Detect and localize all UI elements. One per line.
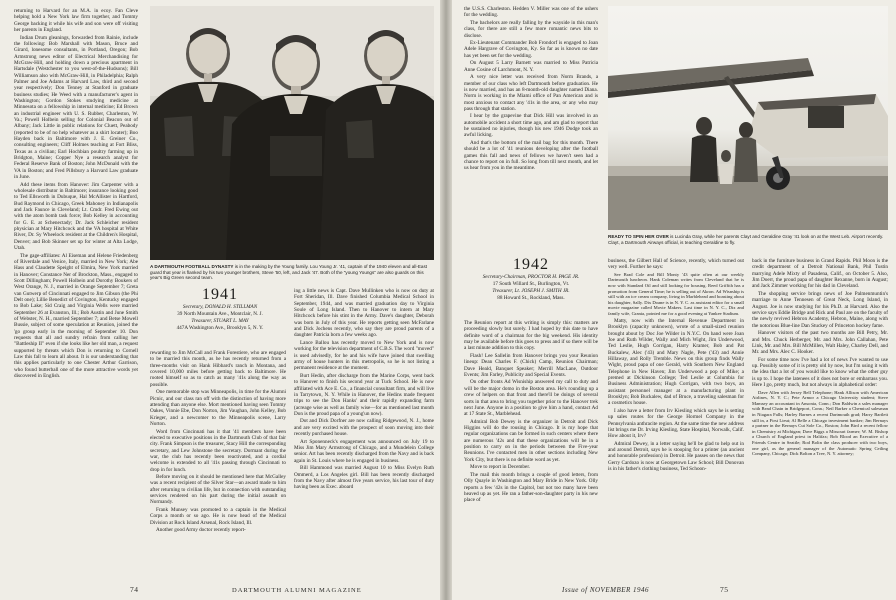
paragraph: I also have a letter from Irv Kiesling which says he is setting up sales routes for the George Hormel Company in the Pennsylvania anthracite region. At the same time the new address list brings me Dr. Irving Kiesling, State Hospital, Norwalk, Calif. How about it, Irv?	[608, 407, 744, 440]
paragraph: Word from Cincinnati has it that '41 members have been elected to executive positions in the Dartmouth Club of that fair city. Frank Simpson is the treasurer, Stacy Hill the corresponding secretary, and Lew Johnstone the secretary. Dormant during the war, the club has recently been reactivated, and a cordial welcome is extended to all '41s passing through Cincinnati to drop in for lunch.	[150, 428, 286, 473]
caption-lead: READY TO SPIN HER OVER	[608, 234, 669, 239]
paragraph: Lance Ballou has recently moved to New York and is now working for the television department of C.B.S. The word "moved" is used advisedly, for he and his wife have joined that swelling army of house hunters in this metropolis, so he is not listing a permanent residence at the moment.	[294, 339, 434, 372]
paragraph: A very nice letter was received from Norm Brands, a member of our class who left Dartmouth before graduation. He is now married, and has an 8-month-old daughter named Diana. Norm is working in the Miami office of Pan American and is most anxious to contact any '41s in the area, or any who may pass through that station.	[464, 74, 598, 112]
caption-lead: A DARTMOUTH FOOTBALL DYNASTY	[150, 264, 234, 269]
paragraph: business, the Gilbert Hall of Science, recently, which turned out very well. Further he says:	[608, 258, 744, 271]
right-page	[452, 0, 896, 600]
news-list: Dave Allen with Jersey Bell Telephone; Hank Allison with American Airlines, N. Y. C.; Pete Armor a Chicago University student; Steve Mamsey an accountant in Ansonia, Conn.; Don Baldwin a sales manager with Bead Chain in Bridgeport, Conn.; Neil Barker a Chemical salesman in Niagara Falls; Harley Barnes a recent Dartmouth grad; Harry Bartlett still in, a First Lieut; Al Belle a Chicago investment banker; Jim Bernays a partner in the Bernays Cut Sole Co., Boston; John Bird a recent fellow in Chemistry at Michigan; Dave Biggs a Missouri farmer; W. M. Bishop a Church of England priest in Halifax; Bob Blood an Executive of a Friends Centre in Seattle; Rod Bolin the class producer with two boys, one girl, as the general manager of the Automatic Spring Ceiling Company, Chicago; Dick Bolton a Tree, N. Y. attorney;	[752, 389, 888, 457]
paragraph: Admiral Dewey, in a letter saying he'll be glad to help out in and around Detroit, says he is stooping for a printer (an ancient and honorable profession) in Detroit. He passes on the news that Gerry Cardozo is now at Georgetown Law School; Bill Donovan is in his father's clothing business, Ted Schoon-	[608, 440, 744, 473]
paragraph: The shopping service brings news of Joe Palmenmuntin's marriage to Anne Tennesen of Great Neck, Long Island, in August. Joe is now studying for his Ph.D. at Harvard. Also the service says Eddie Bridge and Rick and Paul are on the faculty of the newly revived Hebron Academy, Hebron, Maine, along with the notorious Blue-line Dan Stuckey of Princeton hockey fame.	[752, 290, 888, 329]
right-column-1-lower	[464, 320, 598, 578]
paragraph: Flash! Lee Sallelin from Hanover brings you your Reunion lineup: Dean Charles F. (Chick) Camp, Reunion Chairman; Dave Heald, Banquet Speaker; Merrill MacLane, Outdoor Events; Jim Farley, Publicity and Special Events.	[464, 352, 598, 378]
class-1942-heading	[464, 256, 598, 302]
treasurer-address: 88 Howard St., Rockland, Mass.	[497, 295, 565, 301]
secretary-address: 17 South Willard St., Burlington, Vt.	[492, 281, 570, 287]
page-gutter	[440, 0, 452, 600]
left-column-2	[150, 350, 286, 578]
paragraph: I hear by the grapevine that Dick Hill was involved in an automobile accident a short time ago, and am glad to report that he sustained no injuries, though his new 1946 Dodge took an awful licking.	[464, 113, 598, 139]
caption-text: is in the making by the Young family. Lou Young Jr. '41, captain of the 1940 eleven and all-East guard that year is flanked by his two younger brothers, Steve '50, left, and Jack '47. Both of the "young Youngs" are also guards on this year's Big Green second team.	[150, 264, 428, 281]
paragraph: the U.S.S. Charleston. Hedden V. Miller was one of the ushers for the wedding.	[464, 6, 598, 19]
treasurer-line: Treasurer, Lt. JOSEPH J. SMITH JR.	[492, 288, 570, 294]
paragraph: Before moving on it should be mentioned here that McGalley was a recent recipient of the Silver Star—an award made to him after returning to civilian life, but in connection with outstanding services rendered on his part during the initial assault on Normandy.	[150, 474, 286, 506]
left-page	[0, 0, 440, 600]
paragraph: returning to Harvard for an M.A. in ecoy. Fan Cleve helping hold a New York law firm together, and Tommy George backing it while his wife and son were off visiting her parents in England.	[14, 8, 138, 34]
airplane-illustration	[608, 6, 888, 230]
secretary-line: Secretary-Chairman, PROCTOR H. PAGE JR.	[482, 274, 580, 280]
paragraph: rewarding to Jim McCall and Frank Forestiere, who are engaged to be married this month, as he has recently returned from a three-months visit on Hank Hibbard's ranch in Montana, and covered 10,000 miles before getting back to Baltimore. He rooted himself so as to catch as many '41s along the way as possible.	[150, 350, 286, 388]
paragraph: Frank Munsey was promoted to a captain in the Medical Corps a month or so ago. He is now head of the Medical Division at Rock Island Arsenal, Rock Island, Ill.	[150, 507, 286, 526]
quoted-letter: See Brad Cole and Bill Monty '43 quite often at our weekly Dartmouth luncheon. Hank Coleman writes from Cleveland that he is now with Standard Oil and still looking for housing. Reed Griffith has a promotion from General Time; he is selling out of Akron. Ad Wisnship is still with an ice cream company, living in Marblehead and boasting about his daughter, Sally. Dix Doane is in N. Y. C. as assistant editor for a small movie magazine called Movie Makers. Last time in N. Y. C., Dix and family wife, Grania, pointed me for a good evening at Yankee Stadium.	[608, 271, 744, 317]
three-players-illustration	[150, 6, 434, 260]
football-brothers-photo	[150, 6, 434, 260]
paragraph: Admiral Bob Dewey is the organizer in Detroit and Dick Higgins will do the rousing in Chicago. It is my hope that regular organizations can be formed in such centers where there are numerous '42s and that these organizations will be in a position to carry on in the periods between the Five-year Reunions. I've contacted men in other sections including New York City, but there is no definite word as yet.	[464, 418, 598, 463]
secretary-line: Secretary, DONALD H. STILLMAN	[182, 304, 258, 310]
airplane-photo	[608, 6, 888, 230]
paragraph: Indian Drum gleanings, forwarded from Rainie, include the following: Bob Marshall with Mason, Bruce and Girard, lonesome consultants, in Portland, Oregon; Bob Armstrong news editor of Electrical Merchandising for McGraw-Hill, and holding down a precious apartment in Hartsdale (Westchester to you west-of-the-Hudsons); Bill Williamson also with McGraw-Hill, in Philadelphia; Ralph Palmer and Joe Adams at Harvard Law, third and second year respectively; Don Tenney at Stanford in graduate business studies; He Weed with a manufacturer's agent in Washington; Gordon Stokes studying medicine at Minnesota on a fellowship in internal medicine; Ed Brown an industrial engineer with U. S. Rubber, Charleston, W. Va.; Powell Holbein selling for Colonial Beacon out of Albany; Jack Little in public relations for Cluett, Peabody (reported to be of no help whatever as a shirt locater); Boo Hayden back in Baltimore with J. E. Greiner Co., consulting engineers; Cliff Holmes teaching at Fort Bliss, Texas as a civilian; Earl Hochbian poultry farming up in Bridgton, Maine; Copper Nye a research analyst for Federal Reserve Bank of Boston; John McDonald with the VA in Boston; and Fred Pillsbury a Harvard Law graduate in June.	[14, 34, 138, 181]
paragraph: Hanover visitors of the past two months are Bill Petry, Mr. and Mrs. Chuck Herberger, Mr. and Mrs. John Callahan, Pete Link, Mr. and Mrs. Bill McMillen, Walt Haley, Charley Dell, and Mr. and Mrs. Alec C. Hooker.	[752, 330, 888, 356]
paragraph: On August 5 Larry Barnett was married to Miss Patricia Anne Cosine of Larchmont, N. Y.	[464, 60, 598, 73]
paragraph: ing a little news is Capt. Dave Mullinken who is now on duty at Fort Sheridan, Ill. Dave finished Columbia Medical School in September, 1944, and was married graduation day to Virginia Soule of Long Island. Then to Hanover to intern at Mary Hitchcock before his stint in the Army. Dave's daughter, Deborah was born in July of this year. He reports getting seen McFarlane and Dick Jochens recently, who say they are proud parents of a daughter Patricia born a few weeks ago.	[294, 288, 434, 339]
football-photo-caption	[150, 264, 434, 281]
issue-date: Issue of NOVEMBER 1946	[562, 586, 650, 594]
airplane-photo-caption	[608, 234, 888, 245]
paragraph: One memorable stop was Minneapolis, in time for the Alumni Picnic, and our class ran off with the distinction of having more attending than anyone else. Mort mentioned having seen Tommy Oakes, Vinnie Ebe, Don Norton, Jim Vaughan, John Kelley, Bob Krieger, and a newcomer to the Minneapolis scene, Larry Norton.	[150, 389, 286, 427]
paragraph: On other fronts Ad Wisniship answered my call to duty and will be the major domo in the Boston area. He's rounding up a crew of helpers on that front and there'll be doings of several sorts in that area to bring you together prior to the Hanover trek next June. Anyone in a position to give him a hand, contact Ad at 17 State St., Marblehead.	[464, 379, 598, 418]
paragraph: Burt Hedin, after discharge from the Marine Corps, went back to Hanover to finish his second year at Tuck School. He is now affiliated with Ace E. Co., a financial consultant firm, and will live in Tarrytown, N. Y. While in Hanover, the Hedins made frequent trips to see the Don Hanks' and their rapidly expanding farm (acreage wise as well as family wise—for as mentioned last month Don is the proud papa of a young'un now).	[294, 372, 434, 417]
right-column-2	[608, 258, 744, 578]
paragraph: For some time now I've had a lot of news I've wanted to use up. Possibly some of it is pretty old by now, but I'm using it with the idea that a lot of you would like to know what the other guy is up to. I hope the latenees of it does not bore or embarrass you. Here I go, pretty much, but not always in alphabetical order:	[752, 356, 888, 389]
paragraph: Ex-Lieutenant Commander Bob Frondorf is engaged to Joan Adele Hargrave of Covington, Ky. So far as is known no date has yet been set for the wedding.	[464, 40, 598, 59]
paragraph: The gage-affiliates: Al Eiseman and Helene Friedenberg of Riverdale and Venice, Italy, married in New York; Abe Hass and Claudette Speight of Elmira, New York married in Hanover; Constance Ner of Brockton, Mass., engaged to Scott Dillingham; Powell Holbein and Dorothy Boukers of West Orange, N. J., married in Orange September 7; Greta van Gutwerp of Cincinnati engaged to Jim Gibson (the Phi Delt one); Lillie Benedict of Covington, Kentucky engaged to Bob Lake; Sid Craig and Virginia Wells were married September 26 at Evanston, Ill.; Bob Austin and June Smith of Webster, N. H., married September 7; and Betse Mowell Bussie, subject of some speculation at Reunion, joined the 'go group early in the morning of September 10. Don requests that all and sundry refrain from calling her "Battleship II" even if she looks like her old man, a request supported by threats which Don is returning to Cornell Law this fall to learn all about. It is our understanding that this applies particularly to one Chester Arthur Garrison, who found butterball one of the more attractive words yet discovered in English.	[14, 252, 138, 380]
page-number-right: 75	[720, 585, 729, 594]
paragraph: Move to report in December.	[470, 464, 531, 471]
right-column-3	[752, 258, 888, 578]
paragraph: Another good Army doctor recently report-	[156, 527, 246, 534]
treasurer-address: 447A Washington Ave., Brooklyn 5, N. Y.	[176, 325, 264, 331]
class-1941-heading	[150, 286, 290, 332]
class-year: 1941	[202, 286, 238, 303]
secretary-address: 39 North Mountain Ave., Montclair, N. J.	[177, 311, 263, 317]
class-year: 1942	[513, 256, 549, 273]
paragraph: back in the furniture business in Grand Rapids. Phil Moon is the credit department of a Detroit National Bank, Phil Tustin marrying Adele Mixty of Pasadena, Calif., on October 5. Also, Jim Doerr, the proud papa of daughter Rexanne, born in August; and Jack Zimmer working for his dad in Cleveland.	[752, 258, 888, 290]
paragraph: Add these items from Hanover: Jim Carpenter with a wholesale distributor in Baltimore; insurance looking good to Ted Ellsworth in Dubuque, Hal McAllister in Hartford, Bud Raymond in Chicago, Greek Mahoney in Indianapolis and Jack Faunce in Cleveland; Lt. Cmdr. Fred Ewing out with the atom bomb task force; Bob Kelley in accounting for G. E. at Schenectady; Dr. Jack Schleicher resident physician at Mary Hitchcock and the VA hospital at White River, Dr. Sy Wheelock resident at the Children's Hospital, Denver; and Bob Skinner set up for winter at Alta Lodge, Utah.	[14, 181, 138, 252]
paragraph: The mail this month brings a couple of good letters, from Olly Quayle in Washington and Mary Bride in New York. Olly reports a few '42s in the Capitol, but not too many have been heaved up as yet. He ran a father-son-daughter party in his new place of	[464, 471, 598, 504]
caption-text: is Lucinda Gray, while her parents Clayt and Geraldine Gray '41 look on at the West Leb. Airport recently. Clayt, a Dartmouth Airways official, is teaching Geraldine to fly.	[608, 234, 884, 245]
paragraph: The Reunion report at this writing is simply this: matters are proceeding slowly but surely. I had hoped by this date to have definite word of a chairman for the big weekend. His identity may be available before this goes to press and if so there will be a last minute addition to this copy.	[464, 320, 598, 352]
paragraph: The bachelors are really falling by the wayside in this man's class, for there are still a few more romantic news bits to disclose.	[464, 19, 598, 39]
magazine-name: DARTMOUTH ALUMNI MAGAZINE	[232, 587, 362, 594]
paragraph: Art Sponenneck's engagement was announced on July 19 to Miss Jim Mary Armstrong of Chicago, and a Mundelein College senior. Art has been recently discharged from the Navy and is back again in St. Louis where he is engaged in business.	[294, 438, 434, 464]
right-column-1-upper	[464, 6, 598, 222]
left-column-3	[294, 288, 434, 578]
paragraph: Matty, now with the Internal Revenue Department in Brooklyn (capacity unknown), wrote of a small-sized reunion brought about by Doc Joe Wilder in N.Y.C. On hand were Joan Joe and Ruth Wilder, Wally and Mich Wight, Jim Underwood, Ted Leslie, Hugh Corrigan, Harry Kramer, Bob and Pat Buckalew, Alec ('43) and Mary Nagle, Pete ('43) and Annie Hillaway, and Rolly Tremble. News on this group finds Wally Wight, proud papa of one Gerald, with Southern New England Telephone in New Haven; Jim Underwood a pop of Mike; a premed at Dickinson College; Ted Leslie at Columbia for Business Administration; Hugh Corrigan, with two boys, an assistant personnel manager at a manufacturing plant in Brooklyn; Bob Buckalew, dad of Bruce, a traveling salesman for a cosmetics house.	[608, 317, 744, 407]
paragraph: Bill Hammond was married August 10 to Miss Evelyn Ruth Ommerd, a Los Angeles girl. Bill has been recently discharged from the Navy after almost five years service, his last tour of duty having been as Exec. aboard	[294, 465, 434, 491]
left-column-1	[14, 8, 138, 578]
page-number-left: 74	[130, 585, 139, 594]
treasurer-line: Treasurer, STUART L. MAY	[191, 318, 249, 324]
paragraph: And that's the bottom of the mail bag for this month. There should be a lot of '41 reunions developing after the football games this fall and news of fellows we haven't seen had a chance to report on in full. So long from till next month, and let us hear from you in the meantime.	[464, 140, 598, 172]
paragraph: Dot and Dick Dorfner are now calling Ridgewood, N. J., home and are very excited with the prospect of soon moving into their recently purchased house.	[294, 418, 434, 438]
